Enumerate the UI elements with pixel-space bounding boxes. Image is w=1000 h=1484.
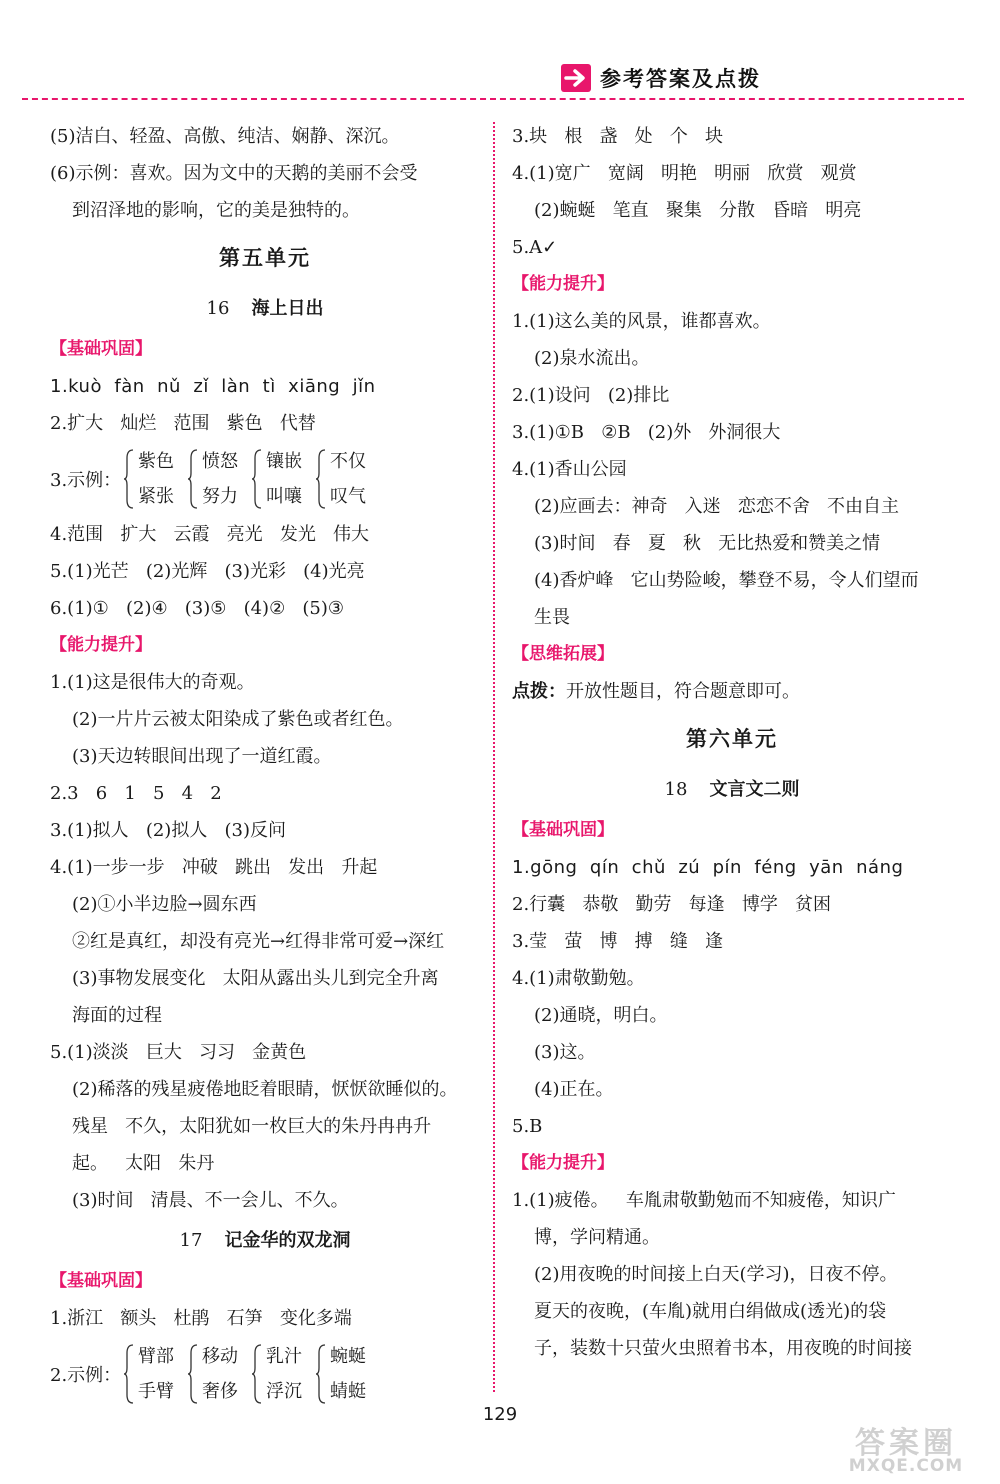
answer-line: (2)①小半边脸→圆东西	[72, 894, 257, 915]
answer-line: 1.kuò fàn nǔ zǐ làn tì xiāng jǐn	[50, 376, 376, 397]
answer-line: 1.(1)这是很伟大的奇观。	[50, 672, 255, 693]
answer-line: (6)示例：喜欢。因为文中的天鹅的美丽不会受	[50, 163, 418, 184]
answer-line: ②红是真红，却没有亮光→红得非常可爱→深红	[72, 931, 445, 952]
page-header	[560, 60, 761, 96]
lesson-name: 文言文二则	[709, 779, 800, 800]
word: 蜿蜒	[330, 1346, 366, 1367]
section-tag: 【基础巩固】	[50, 339, 152, 359]
word-pair	[124, 1339, 174, 1409]
brace-label: 2.示例：	[50, 1365, 122, 1386]
answer-line: (2)稀落的残星疲倦地眨着眼睛，恹恹欲睡似的。	[72, 1079, 458, 1100]
lesson-title	[50, 287, 480, 331]
brace-label: 3.示例：	[50, 470, 122, 491]
left-column	[50, 118, 480, 1411]
answer-line: 子，装数十只萤火虫照着书本，用夜晚的时间接	[534, 1338, 912, 1359]
answer-line: 2.(1)设问 (2)排比	[512, 385, 670, 406]
answer-line: 1.(1)这么美的风景，谁都喜欢。	[512, 311, 771, 332]
unit-title: 第五单元	[219, 246, 311, 270]
lesson-name: 海上日出	[251, 298, 324, 319]
brace-icon	[316, 448, 326, 510]
word: 手臂	[138, 1381, 174, 1402]
word: 乳汁	[266, 1346, 302, 1367]
answer-line: 3.(1)拟人 (2)拟人 (3)反问	[50, 820, 286, 841]
word: 紧张	[138, 486, 174, 507]
section-tag: 【能力提升】	[512, 1153, 614, 1173]
lesson-title	[512, 768, 952, 812]
answer-line: 4.(1)一步一步 冲破 跳出 发出 升起	[50, 857, 378, 878]
answer-line: (4)香炉峰 它山势险峻，攀登不易，令人们望而	[534, 570, 919, 591]
answer-line: 1.(1)疲倦。 车胤肃敬勤勉而不知疲倦，知识广	[512, 1190, 896, 1211]
arrow-right-icon	[560, 63, 592, 93]
word: 叫嚷	[266, 486, 302, 507]
brace-icon	[252, 448, 262, 510]
answer-line: 起。 太阳 朱丹	[72, 1153, 215, 1174]
word: 浮沉	[266, 1381, 302, 1402]
word: 叹气	[330, 486, 366, 507]
answer-line: 3.莹 萤 博 搏 缝 逢	[512, 931, 723, 952]
hint-label: 点拨：	[512, 681, 566, 702]
answer-line: 5.A✓	[512, 237, 558, 258]
word: 蜻蜓	[330, 1381, 366, 1402]
word: 不仅	[330, 451, 366, 472]
answer-line: 到沼泽地的影响，它的美是独特的。	[72, 200, 360, 221]
brace-answer	[50, 442, 480, 516]
answer-line: (3)这。	[534, 1042, 596, 1063]
watermark-url: MXQE.COM	[848, 1456, 964, 1476]
answer-line: 4.(1)香山公园	[512, 459, 627, 480]
brace-answer	[50, 1337, 480, 1411]
lesson-name: 记金华的双龙洞	[224, 1230, 351, 1251]
answer-line: (3)时间 清晨、不一会儿、不久。	[72, 1190, 349, 1211]
answer-line: 5.(1)光芒 (2)光辉 (3)光彩 (4)光亮	[50, 561, 365, 582]
answer-line: (3)事物发展变化 太阳从露出头儿到完全升离	[72, 968, 439, 989]
lesson-number: 16	[206, 298, 230, 319]
word: 臂部	[138, 1346, 174, 1367]
watermark-title: 答案圈	[855, 1426, 957, 1461]
word-pair	[252, 1339, 302, 1409]
answer-line	[512, 673, 952, 710]
answer-line: 1.浙江 额头 杜鹃 石笋 变化多端	[50, 1308, 352, 1329]
answer-line: (2)应画去：神奇 入迷 恋恋不舍 不由自主	[534, 496, 899, 517]
word: 紫色	[138, 451, 174, 472]
answer-line: (2)蜿蜒 笔直 聚集 分散 昏暗 明亮	[534, 200, 862, 221]
word-pair	[316, 444, 366, 514]
word-pair	[188, 444, 238, 514]
answer-line: 4.(1)肃敬勤勉。	[512, 968, 645, 989]
unit-title: 第六单元	[686, 727, 778, 751]
answer-line: 4.范围 扩大 云霞 亮光 发光 伟大	[50, 524, 369, 545]
answer-line: (2)泉水流出。	[534, 348, 650, 369]
answer-line: 3.(1)①B ②B (2)外 外洞很大	[512, 422, 781, 443]
header-title: 参考答案及点拨	[600, 67, 761, 91]
section-tag: 【能力提升】	[50, 635, 152, 655]
brace-icon	[124, 1343, 134, 1405]
answer-line: 2.行囊 恭敬 勤劳 每逢 博学 贫困	[512, 894, 831, 915]
section-tag: 【基础巩固】	[50, 1271, 152, 1291]
answer-line: (3)天边转眼间出现了一道红霞。	[72, 746, 332, 767]
answer-line: 5.(1)淡淡 巨大 习习 金黄色	[50, 1042, 307, 1063]
watermark-logo	[826, 1418, 986, 1476]
answer-line: 6.(1)① (2)④ (3)⑤ (4)② (5)③	[50, 598, 345, 619]
section-tag: 【思维拓展】	[512, 644, 614, 664]
word: 奢侈	[202, 1381, 238, 1402]
section-tag: 【基础巩固】	[512, 820, 614, 840]
brace-icon	[188, 448, 198, 510]
word: 移动	[202, 1346, 238, 1367]
answer-line: 博，学问精通。	[534, 1227, 660, 1248]
answer-line: 海面的过程	[72, 1005, 162, 1026]
brace-icon	[188, 1343, 198, 1405]
answer-line: (2)用夜晚的时间接上白天(学习)，日夜不停。	[534, 1264, 898, 1285]
answer-line: (2)一片片云被太阳染成了紫色或者红色。	[72, 709, 404, 730]
answer-line: 2.扩大 灿烂 范围 紫色 代替	[50, 413, 316, 434]
answer-line: (2)通晓，明白。	[534, 1005, 668, 1026]
answer-line: 3.块 根 盏 处 个 块	[512, 126, 723, 147]
answer-line: 生畏	[534, 607, 570, 628]
answer-line: 5.B	[512, 1116, 543, 1137]
word: 愤怒	[202, 451, 238, 472]
word-pair	[252, 444, 302, 514]
lesson-number: 17	[179, 1230, 203, 1251]
brace-icon	[316, 1343, 326, 1405]
hint-text: 开放性题目，符合题意即可。	[566, 681, 800, 702]
answer-line: 夏天的夜晚，(车胤)就用白绢做成(透光)的袋	[534, 1301, 887, 1322]
word: 努力	[202, 486, 238, 507]
answer-line: (4)正在。	[534, 1079, 614, 1100]
header-divider	[22, 98, 964, 100]
brace-icon	[124, 448, 134, 510]
word-pair	[188, 1339, 238, 1409]
section-tag: 【能力提升】	[512, 274, 614, 294]
answer-line: 4.(1)宽广 宽阔 明艳 明丽 欣赏 观赏	[512, 163, 857, 184]
brace-icon	[252, 1343, 262, 1405]
lesson-number: 18	[664, 779, 688, 800]
lesson-title	[50, 1219, 480, 1263]
right-column	[512, 118, 952, 1367]
page-number: 129	[482, 1404, 518, 1425]
column-divider	[493, 122, 495, 1392]
answer-line: 残星 不久，太阳犹如一枚巨大的朱丹冉冉升	[72, 1116, 432, 1137]
word-pair	[316, 1339, 366, 1409]
answer-line: 1.gōng qín chǔ zú pín féng yān náng	[512, 857, 904, 878]
answer-line: (3)时间 春 夏 秋 无比热爱和赞美之情	[534, 533, 881, 554]
answer-line: (5)洁白、轻盈、高傲、纯洁、娴静、深沉。	[50, 126, 400, 147]
word-pair	[124, 444, 174, 514]
word: 镶嵌	[266, 451, 302, 472]
answer-line: 2.3 6 1 5 4 2	[50, 783, 222, 804]
